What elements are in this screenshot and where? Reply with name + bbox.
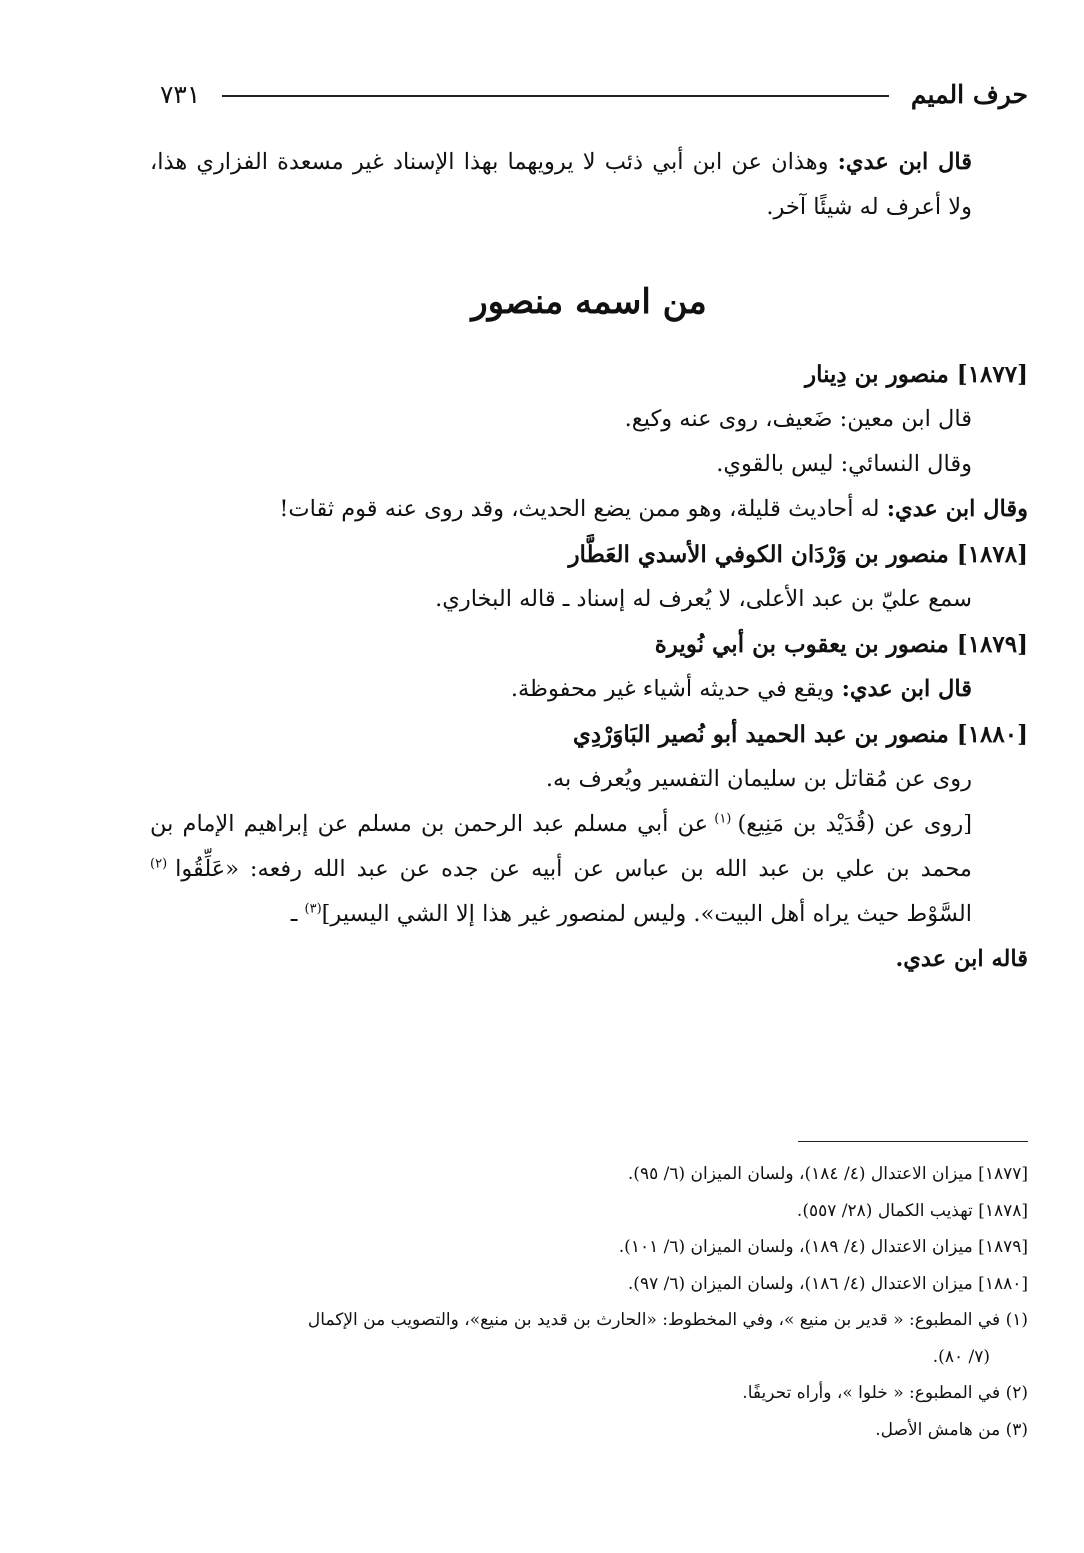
footnote-marker-2[interactable]: (٢) — [150, 856, 176, 872]
entry-1880-line-1: روى عن مُقاتل بن سليمان التفسير ويُعرف به. — [545, 766, 972, 792]
running-header — [160, 74, 1028, 114]
section-heading: من اسمه منصور — [471, 282, 707, 322]
entry-1880-text-c: السَّوْط حيث يراه أهل البيت». وليس لمنصور غير هذا إلا الشي اليسير] — [321, 901, 972, 927]
footnote-3: (٣) من هامش الأصل. — [875, 1419, 1028, 1440]
entry-1878-line-1: سمع عليّ بن عبد الأعلى، لا يُعرف له إسناد ـ قاله البخاري. — [435, 586, 972, 612]
footnote-1-continued: (٧/ ٨٠). — [932, 1346, 990, 1367]
entry-1880-attribution: قاله ابن عدي. — [895, 946, 1028, 972]
entry-1877-text: له أحاديث قليلة، وهو ممن يضع الحديث، وقد روى عنه قوم ثقات! — [279, 496, 887, 522]
footnote-2: (٢) في المطبوع: « خلوا »، وأراه تحريفًا. — [742, 1383, 1028, 1403]
header-rule — [222, 95, 889, 97]
footnote-marker-3[interactable]: (٣) — [304, 901, 322, 917]
intro-text: وهذان عن ابن أبي ذئب لا يرويهما بهذا الإسناد غير مسعدة الفزاري هذا، ولا أعرف له شيئًا آخر. — [150, 149, 972, 220]
entry-1880-heading: [١٨٨٠] منصور بن عبد الحميد أبو نُصير البَاوَرْدِي — [572, 721, 1028, 748]
footnote-1878: [١٨٧٨] تهذيب الكمال (٢٨/ ٥٥٧). — [796, 1200, 1028, 1221]
entry-1877-line-3 — [150, 487, 1028, 532]
entry-1880-paragraph — [150, 802, 1028, 937]
entry-1880-text-b: عن أبي مسلم عبد الرحمن بن مسلم عن إبراهيم الإمام بن محمد بن علي بن عبد الله بن عباس عن أبيه عن جده عن عبد الله رفعه: «عَلِّقُوا — [150, 811, 972, 882]
footnotes — [150, 1156, 1028, 1448]
intro-paragraph — [150, 140, 1028, 230]
footnote-1877: [١٨٧٧] ميزان الاعتدال (٤/ ١٨٤)، ولسان الميزان (٦/ ٩٥). — [627, 1164, 1028, 1184]
entry-1879-heading: [١٨٧٩] منصور بن يعقوب بن أبي نُويرة — [654, 631, 1028, 658]
footnote-1: (١) في المطبوع: « قدير بن منيع »، وفي المخطوط: «الحارث بن قديد بن منيع»، والتصويب من الإكمال — [307, 1310, 1028, 1330]
entry-1877-line-1: قال ابن معين: ضَعيف، روى عنه وكيع. — [624, 406, 972, 432]
entry-1880-text-d: ـ — [290, 901, 305, 927]
entry-1877-heading: [١٨٧٧] منصور بن دِينار — [804, 361, 1028, 388]
page-number: ٧٣١ — [160, 79, 201, 109]
main-text — [150, 140, 1028, 982]
entry-1880-text-a: [روى عن (قُدَيْد بن مَنِيع) — [737, 811, 972, 837]
footnote-divider — [798, 1141, 1028, 1142]
chapter-title: حرف الميم — [910, 79, 1028, 109]
entry-1878-heading: [١٨٧٨] منصور بن وَرْدَان الكوفي الأسدي العَطَّار — [568, 541, 1028, 568]
entry-1879-line-1 — [150, 667, 1028, 712]
entry-1877-line-2: وقال النسائي: ليس بالقوي. — [716, 451, 972, 477]
entry-1879-label: قال ابن عدي: — [841, 676, 972, 702]
footnote-marker-1[interactable]: (١) — [708, 811, 738, 827]
footnote-1880: [١٨٨٠] ميزان الاعتدال (٤/ ١٨٦)، ولسان الميزان (٦/ ٩٧). — [627, 1273, 1028, 1294]
footnote-1879: [١٨٧٩] ميزان الاعتدال (٤/ ١٨٩)، ولسان الميزان (٦/ ١٠١). — [618, 1237, 1028, 1257]
entry-1877-label: وقال ابن عدي: — [886, 496, 1028, 522]
intro-label: قال ابن عدي: — [837, 149, 972, 175]
entry-1879-text: ويقع في حديثه أشياء غير محفوظة. — [510, 676, 842, 702]
